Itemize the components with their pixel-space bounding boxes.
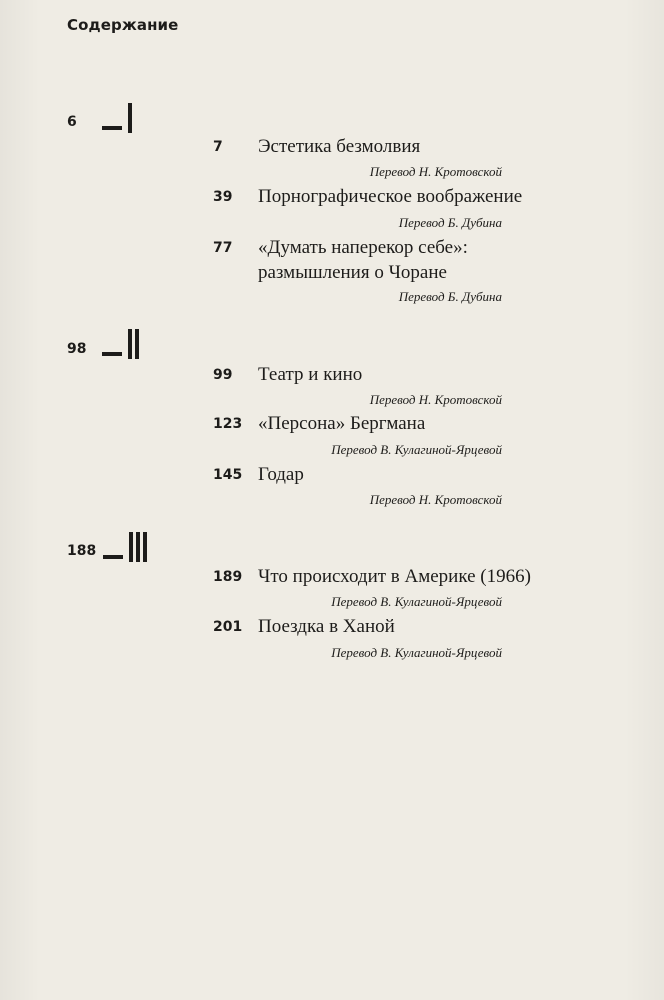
entry-page-number: 189 xyxy=(213,569,243,585)
entry-translator: Перевод В. Кулагиной-Ярцевой xyxy=(331,594,502,609)
entry-page-number: 201 xyxy=(213,619,243,635)
entry-title: Что происходит в Америке (1966) xyxy=(258,566,531,587)
entry-page-number: 7 xyxy=(213,139,223,155)
entry-translator: Перевод Н. Кротовской xyxy=(369,164,502,179)
entry-page-number: 77 xyxy=(213,240,233,256)
part-roman-stroke xyxy=(143,532,147,562)
part-marker-bar xyxy=(102,126,122,130)
part-marker-bar xyxy=(102,352,122,356)
entry-translator: Перевод В. Кулагиной-Ярцевой xyxy=(331,645,502,660)
part-marker-1 xyxy=(102,97,132,133)
part-marker-bar xyxy=(103,555,123,559)
entry-translator: Перевод Н. Кротовской xyxy=(369,392,502,407)
part-roman-stroke xyxy=(129,532,133,562)
part-page-number-2: 98 xyxy=(67,341,87,357)
part-marker-3 xyxy=(103,526,147,562)
part-page-number-3: 188 xyxy=(67,543,97,559)
entry-translator: Перевод В. Кулагиной-Ярцевой xyxy=(331,442,502,457)
part-page-number-1: 6 xyxy=(67,114,77,130)
entry-page-number: 39 xyxy=(213,189,233,205)
entry-translator: Перевод Б. Дубина xyxy=(398,289,502,304)
entry-page-number: 123 xyxy=(213,416,243,432)
part-marker-2 xyxy=(102,323,139,359)
part-roman-stroke xyxy=(128,329,132,359)
entry-title-line-2: размышления о Чоране xyxy=(258,262,447,283)
entry-title: «Персона» Бергмана xyxy=(258,413,426,434)
entry-title: Театр и кино xyxy=(258,364,363,385)
part-roman-stroke xyxy=(135,329,139,359)
entry-translator: Перевод Н. Кротовской xyxy=(369,492,502,507)
entry-page-number: 99 xyxy=(213,367,233,383)
entry-title: Эстетика безмолвия xyxy=(258,136,421,157)
part-roman-stroke xyxy=(136,532,140,562)
entry-title: Поездка в Ханой xyxy=(258,616,395,637)
page-title: Содержание xyxy=(67,16,179,34)
entry-page-number: 145 xyxy=(213,467,243,483)
entry-title-line-1: «Думать наперекор себе»: xyxy=(258,237,468,258)
entry-translator: Перевод Б. Дубина xyxy=(398,215,502,230)
entry-title: Порнографическое воображение xyxy=(258,186,523,207)
entry-title: Годар xyxy=(258,464,304,485)
part-roman-stroke xyxy=(128,103,132,133)
